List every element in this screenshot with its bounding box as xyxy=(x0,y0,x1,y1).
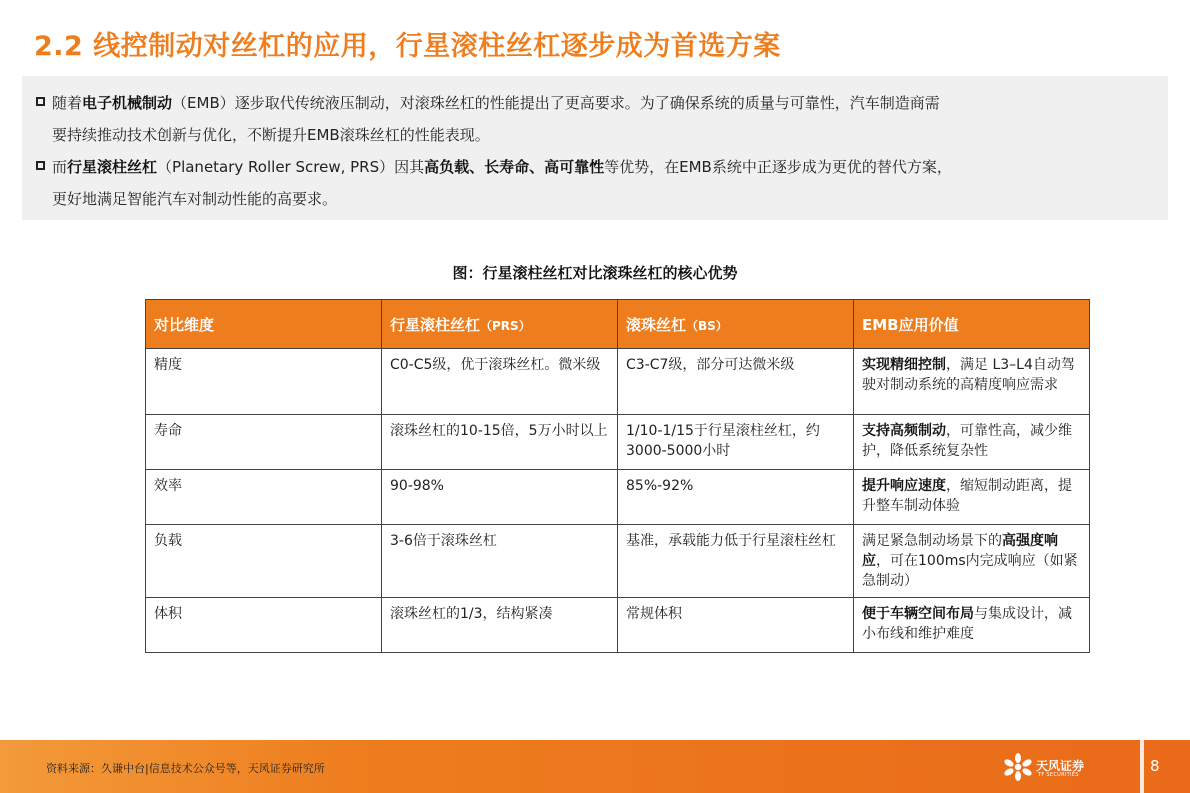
cell-emb-bold: 支持高频制动 xyxy=(862,423,946,439)
header-bs xyxy=(618,300,854,349)
cell-dimension: 寿命 xyxy=(146,415,382,470)
page-number: 8 xyxy=(1150,757,1160,775)
source-note: 资料来源：久谦中台|信息技术公众号等，天风证券研究所 xyxy=(46,762,325,775)
cell-emb xyxy=(854,598,1090,653)
intro-2-line2: 更好地满足智能汽车对制动性能的高要求。 xyxy=(52,190,338,208)
cell-emb-rest: ，可在100ms内完成响应（如紧急制动） xyxy=(862,553,1078,589)
cell-prs: 90-98% xyxy=(382,470,618,525)
table-row xyxy=(146,349,1090,415)
footer-divider xyxy=(1140,740,1144,793)
intro-2-mid1: （Planetary Roller Screw, PRS）因其 xyxy=(157,158,425,176)
table-row xyxy=(146,470,1090,525)
intro-1-mid: （EMB）逐步取代传统液压制动，对滚珠丝杠的性能提出了更高要求。为了确保系统的质量与可靠性，汽车制造商需 xyxy=(172,94,940,112)
cell-emb-bold: 实现精细控制 xyxy=(862,357,946,373)
cell-emb xyxy=(854,415,1090,470)
cell-emb-rest: 与集成设计，减小布线和维护难度 xyxy=(862,606,1072,642)
intro-2-mid2: 等优势，在EMB系统中正逐步成为更优的替代方案， xyxy=(604,158,952,176)
cell-dimension: 精度 xyxy=(146,349,382,415)
cell-emb-rest: ，可靠性高，减少维护，降低系统复杂性 xyxy=(862,423,1072,459)
header-bs-sub: （BS） xyxy=(686,318,728,333)
cell-dimension: 效率 xyxy=(146,470,382,525)
table-header-row xyxy=(146,300,1090,349)
comparison-table xyxy=(145,299,1090,653)
logo-name: 天风证券 xyxy=(1036,759,1085,773)
cell-dimension: 负载 xyxy=(146,525,382,598)
intro-box xyxy=(22,76,1168,220)
header-dimension: 对比维度 xyxy=(146,300,382,349)
intro-2-pre: 而 xyxy=(52,158,68,176)
cell-emb xyxy=(854,349,1090,415)
intro-2-bold2: 高负载、长寿命、高可靠性 xyxy=(424,158,605,176)
cell-dimension: 体积 xyxy=(146,598,382,653)
table-row xyxy=(146,598,1090,653)
cell-emb-rest: ，缩短制动距离，提升整车制动体验 xyxy=(862,478,1072,514)
cell-bs: 常规体积 xyxy=(618,598,854,653)
cell-prs: 滚珠丝杠的1/3，结构紧凑 xyxy=(382,598,618,653)
intro-1-bold: 电子机械制动 xyxy=(82,94,173,112)
square-bullet-icon xyxy=(36,97,45,106)
square-bullet-icon xyxy=(36,161,45,170)
cell-emb-bold: 便于车辆空间布局 xyxy=(862,606,974,622)
header-prs-label: 行星滚柱丝杠 xyxy=(390,315,481,334)
logo-english: TF SECURITIES xyxy=(1038,772,1079,778)
intro-1-line2: 要持续推动技术创新与优化，不断提升EMB滚珠丝杠的性能表现。 xyxy=(52,126,490,144)
cell-emb xyxy=(854,525,1090,598)
cell-bs: 85%-92% xyxy=(618,470,854,525)
header-bs-label: 滚珠丝杠 xyxy=(626,315,687,334)
cell-bs: C3-C7级，部分可达微米级 xyxy=(618,349,854,415)
cell-emb xyxy=(854,470,1090,525)
figure-caption: 图：行星滚柱丝杠对比滚珠丝杠的核心优势 xyxy=(452,264,738,282)
cell-emb-rest: ，满足 L3–L4自动驾驶对制动系统的高精度响应需求 xyxy=(862,357,1075,393)
cell-emb-bold: 提升响应速度 xyxy=(862,478,946,494)
intro-bullet-1 xyxy=(36,87,1156,151)
cell-emb-pre: 满足紧急制动场景下的 xyxy=(862,533,1002,549)
company-logo xyxy=(1002,752,1098,782)
intro-bullet-2 xyxy=(36,151,1156,215)
cell-bs: 基准，承载能力低于行星滚柱丝杠 xyxy=(618,525,854,598)
cell-prs: 3-6倍于滚珠丝杠 xyxy=(382,525,618,598)
flower-logo-icon xyxy=(1002,752,1034,782)
table-row xyxy=(146,415,1090,470)
header-prs xyxy=(382,300,618,349)
footer-bar xyxy=(0,740,1190,793)
intro-1-pre: 随着 xyxy=(52,94,83,112)
cell-prs: C0-C5级，优于滚珠丝杠。微米级 xyxy=(382,349,618,415)
cell-bs: 1/10-1/15于行星滚柱丝杠，约3000-5000小时 xyxy=(618,415,854,470)
header-prs-sub: （PRS） xyxy=(480,318,531,333)
header-emb: EMB应用价值 xyxy=(854,300,1090,349)
cell-emb-bold: 高强度响应 xyxy=(862,533,1058,569)
page-title: 2.2 线控制动对丝杠的应用，行星滚柱丝杠逐步成为首选方案 xyxy=(34,31,781,62)
intro-2-bold1: 行星滚柱丝杠 xyxy=(67,158,158,176)
cell-prs: 滚珠丝杠的10-15倍，5万小时以上 xyxy=(382,415,618,470)
table-row xyxy=(146,525,1090,598)
